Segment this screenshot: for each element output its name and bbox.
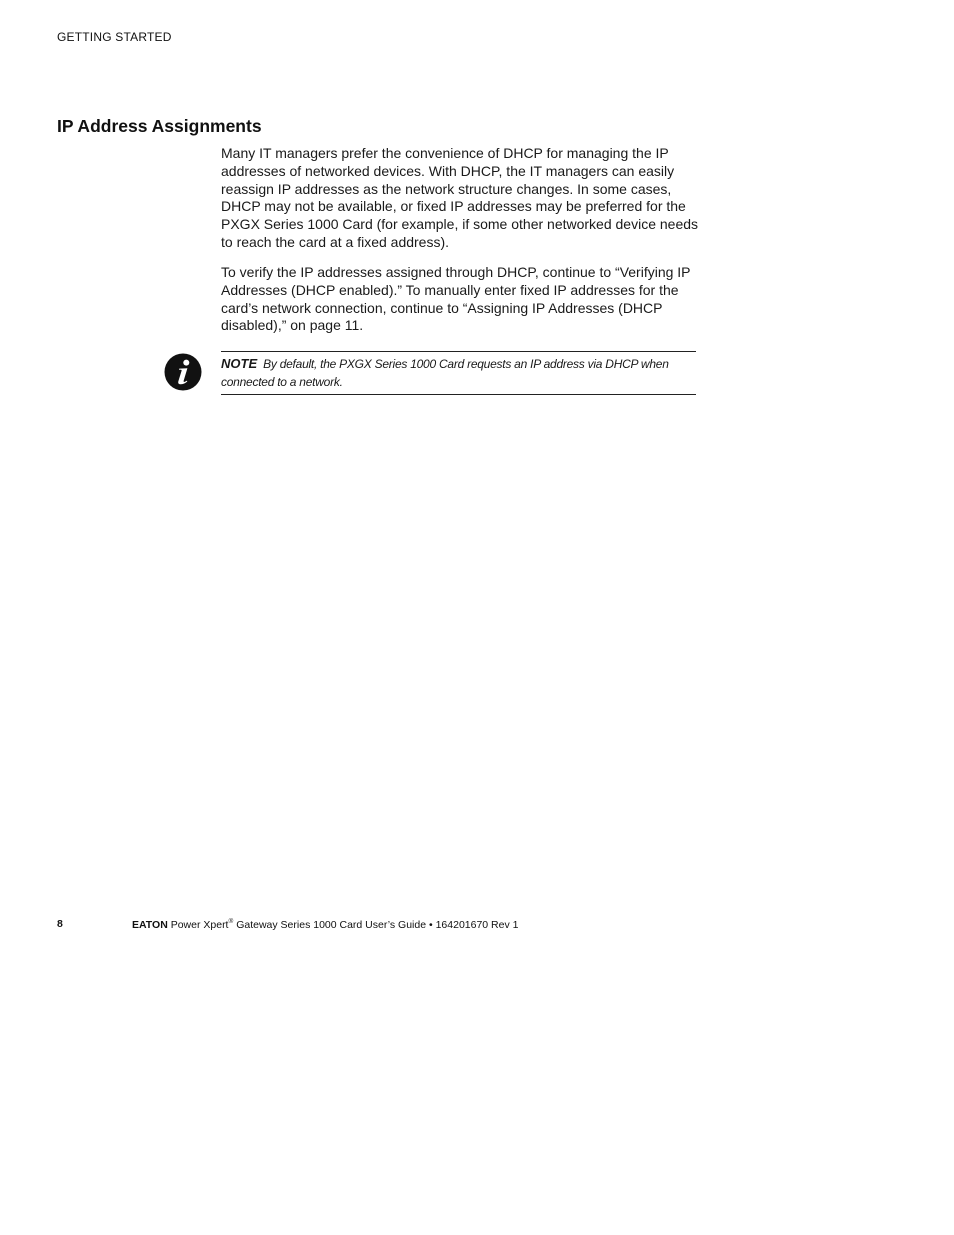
note-text: By default, the PXGX Series 1000 Card requests an IP address via DHCP when connected to a network. bbox=[221, 357, 669, 389]
footer-product: Power Xpert bbox=[170, 919, 229, 931]
body-paragraph-2: To verify the IP addresses assigned through DHCP, continue to “Verifying IP Addresses (DHCP enabled).” To manually enter fixed IP addresses for the card’s network connection, continue to “Assigning IP Addresses (DHCP disabled),” on page 11. bbox=[221, 264, 691, 334]
footer-brand: EATON bbox=[132, 919, 168, 931]
section-title: IP Address Assignments bbox=[57, 116, 262, 136]
body-paragraph-1: Many IT managers prefer the convenience of DHCP for managing the IP addresses of networked devices. With DHCP, the IT managers can easily reassign IP addresses as the network structure changes. In some cases, DHCP may not be available, or fixed IP addresses may be preferred for the PXGX Series 1000 Card (for example, if some other networked device needs to reach the card at a fixed address). bbox=[221, 145, 699, 250]
running-head: GETTING STARTED bbox=[57, 30, 172, 44]
page-number: 8 bbox=[57, 918, 63, 930]
note-box bbox=[221, 351, 696, 395]
info-icon bbox=[164, 353, 202, 391]
footer-title bbox=[132, 919, 518, 931]
footer-rest: Gateway Series 1000 Card User’s Guide • 164201670 Rev 1 bbox=[233, 919, 519, 931]
footer-registered-mark: ® bbox=[228, 918, 234, 925]
note-label: NOTE bbox=[221, 356, 258, 371]
